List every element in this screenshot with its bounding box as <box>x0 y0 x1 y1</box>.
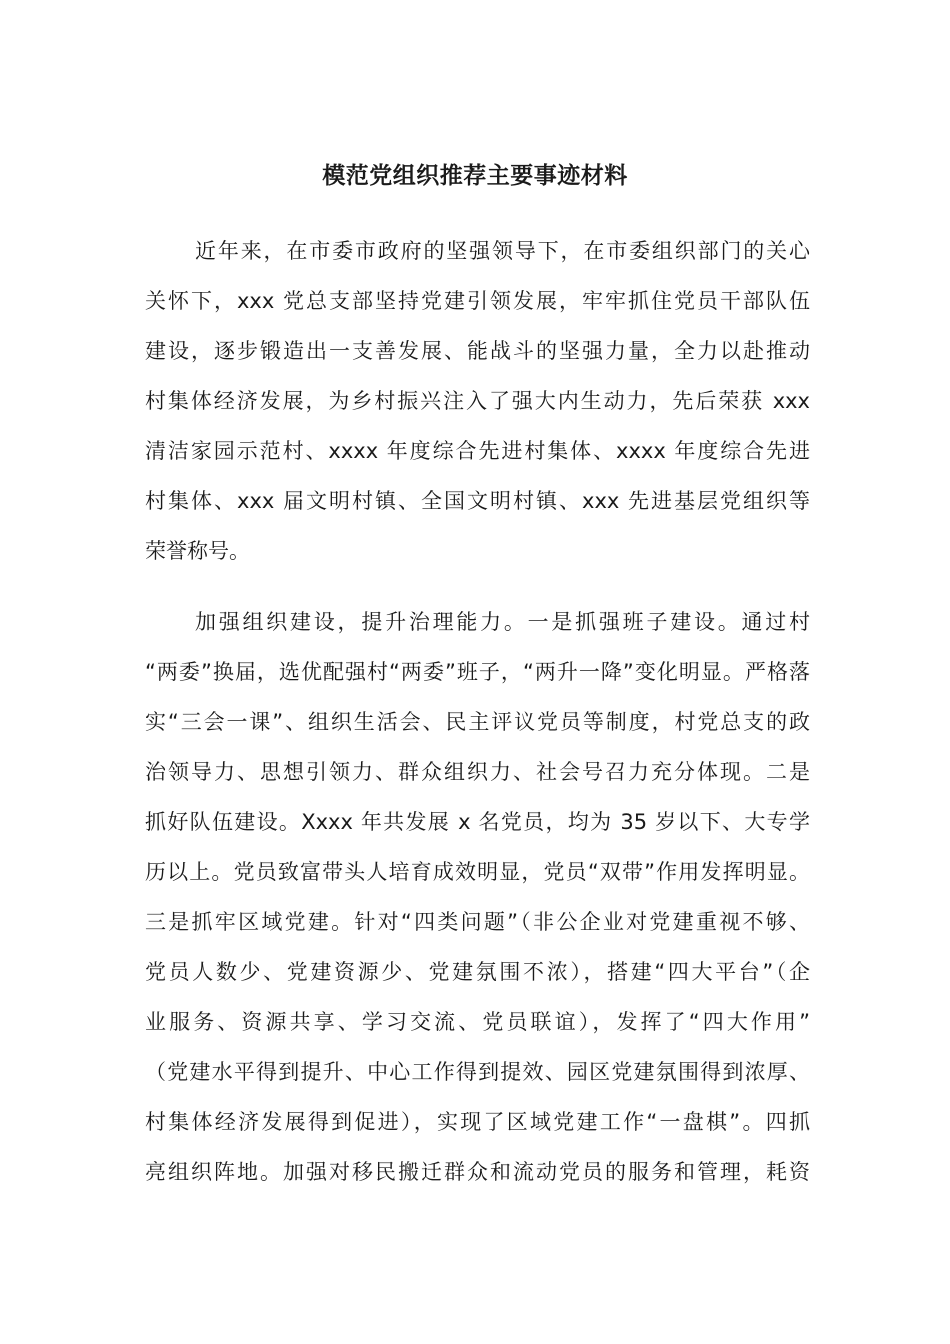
text-line: 近年来，在市委市政府的坚强领导下，在市委组织部门的关心 <box>195 239 810 263</box>
text-line: 党员人数少、党建资源少、党建氛围不浓），搭建“四大平台”（企 <box>145 960 810 984</box>
text-line: （党建水平得到提升、中心工作得到提效、园区党建氛围得到浓厚、 <box>145 1060 810 1084</box>
paragraph-intro <box>145 226 810 576</box>
text-line: 村集体经济发展，为乡村振兴注入了强大内生动力，先后荣获 xxx <box>145 389 810 413</box>
text-line: 历以上。党员致富带头人培育成效明显，党员“双带”作用发挥明显。 <box>145 860 810 884</box>
text-line: 治领导力、思想引领力、群众组织力、社会号召力充分体现。二是 <box>145 760 810 784</box>
paragraph-organization <box>145 597 810 1197</box>
text-line: 清洁家园示范村、xxxx 年度综合先进村集体、xxxx 年度综合先进 <box>145 439 810 463</box>
text-line: 业服务、资源共享、学习交流、党员联谊），发挥了“四大作用” <box>145 1010 810 1034</box>
text-line: 荣誉称号。 <box>145 539 250 563</box>
document-title: 模范党组织推荐主要事迹材料 <box>322 163 628 189</box>
text-line: 村集体经济发展得到促进），实现了区域党建工作“一盘棋”。四抓 <box>145 1110 810 1134</box>
text-line: 村集体、xxx 届文明村镇、全国文明村镇、xxx 先进基层党组织等 <box>145 489 810 513</box>
text-line: 实“三会一课”、组织生活会、民主评议党员等制度，村党总支的政 <box>145 710 810 734</box>
text-line: “两委”换届，选优配强村“两委”班子，“两升一降”变化明显。严格落 <box>145 660 810 684</box>
text-line: 亮组织阵地。加强对移民搬迁群众和流动党员的服务和管理，耗资 <box>145 1160 810 1184</box>
text-line: 抓好队伍建设。Xxxx 年共发展 x 名党员，均为 35 岁以下、大专学 <box>145 810 810 834</box>
text-line: 关怀下，xxx 党总支部坚持党建引领发展，牢牢抓住党员干部队伍 <box>145 289 810 313</box>
text-line: 加强组织建设，提升治理能力。一是抓强班子建设。通过村 <box>195 610 810 634</box>
text-line: 三是抓牢区域党建。针对“四类问题”（非公企业对党建重视不够、 <box>145 910 810 934</box>
text-line: 建设，逐步锻造出一支善发展、能战斗的坚强力量，全力以赴推动 <box>145 339 810 363</box>
